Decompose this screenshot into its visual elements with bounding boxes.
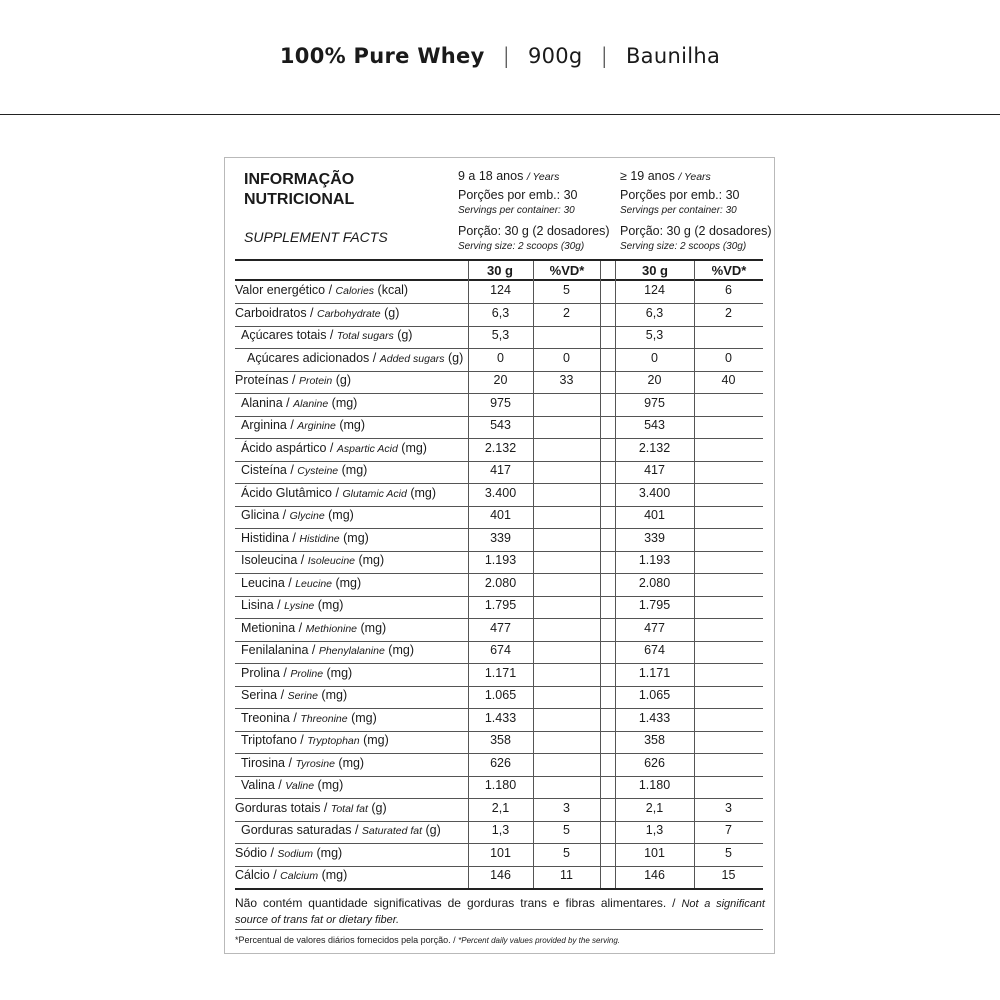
group1-amount-cell: 477 xyxy=(490,620,511,635)
group2-amount-cell: 1.171 xyxy=(638,665,671,680)
group1-vd-cell: 5 xyxy=(563,823,570,837)
nutrient-name-pt: Gorduras saturadas / xyxy=(241,823,359,837)
label-title xyxy=(244,170,354,210)
nutrient-unit: (g) xyxy=(448,350,464,365)
nutrient-name xyxy=(235,801,387,815)
nutrient-unit: (mg) xyxy=(326,665,353,680)
nutrient-name-pt: Ácido Glutâmico / xyxy=(241,485,339,500)
nutrient-name xyxy=(235,306,399,320)
group1-serving-en: Serving size: 2 scoops (30g) xyxy=(458,241,585,252)
nutrient-name-en: Saturated fat xyxy=(361,825,423,837)
group2-vd-cell: 2 xyxy=(725,305,732,320)
table-row xyxy=(235,326,763,348)
footnote-trans-fat xyxy=(235,896,765,928)
group1-amount-cell: 1,3 xyxy=(491,823,510,837)
group2-amount-cell: 146 xyxy=(644,868,665,882)
nutrient-name xyxy=(241,508,354,522)
nutrient-name xyxy=(241,621,386,635)
table-row xyxy=(235,304,763,326)
table-row xyxy=(235,619,763,641)
nutrient-unit: (mg) xyxy=(317,778,344,792)
group1-amount-cell: 417 xyxy=(490,463,511,477)
group2-age-line xyxy=(620,167,776,186)
nutrient-unit: (g) xyxy=(371,800,387,815)
table-row xyxy=(235,596,763,618)
nutrient-unit: (g) xyxy=(397,328,413,342)
nutrient-name xyxy=(241,418,365,432)
title-separator: | xyxy=(600,44,608,68)
product-weight: 900g xyxy=(527,44,583,68)
nutrient-name-en: Arginine xyxy=(297,420,336,432)
nutrient-name xyxy=(241,553,384,567)
group2-amount-cell: 1.795 xyxy=(638,598,671,612)
group1-info xyxy=(458,167,618,254)
group2-amount-cell: 1.433 xyxy=(638,710,671,725)
nutrient-name xyxy=(241,711,377,725)
group1-amount-cell: 358 xyxy=(490,733,511,747)
group1-portions-en: Servings per container: 30 xyxy=(458,205,575,216)
table-row xyxy=(235,866,763,888)
table-row xyxy=(235,799,763,821)
group2-amount-cell: 626 xyxy=(644,755,665,770)
nutrient-name xyxy=(241,778,343,792)
table-row xyxy=(235,731,763,753)
nutrient-unit: (mg) xyxy=(321,688,348,702)
group2-amount-cell: 5,3 xyxy=(645,328,664,342)
nutrient-unit: (mg) xyxy=(363,733,389,747)
group1-amount-cell: 1.193 xyxy=(484,553,517,567)
nutrient-name-pt: Leucina / xyxy=(241,575,292,590)
group1-amount-cell: 975 xyxy=(490,395,511,410)
group1-amount-cell: 2,1 xyxy=(491,800,510,815)
product-name: 100% Pure Whey xyxy=(279,44,485,68)
nutrient-unit: (mg) xyxy=(343,530,369,545)
group1-vd-cell: 3 xyxy=(563,800,570,815)
table-row xyxy=(235,776,763,798)
table-row xyxy=(235,439,763,461)
nutrient-name-pt: Metionina / xyxy=(241,620,303,635)
group1-vd-cell: 33 xyxy=(559,373,574,387)
nutrient-name-pt: Glicina / xyxy=(241,508,287,522)
nutrient-name-pt: Treonina / xyxy=(241,710,297,725)
nutrient-name-pt: Tirosina / xyxy=(241,755,292,770)
nutrient-name-pt: Carboidratos / xyxy=(235,305,314,320)
group2-age-en: / Years xyxy=(678,171,711,183)
nutrient-name xyxy=(241,486,436,500)
group1-vd-cell: 11 xyxy=(560,868,573,882)
group2-amount-cell: 20 xyxy=(647,373,662,387)
group2-info xyxy=(620,167,776,254)
nutrient-name xyxy=(241,756,364,770)
nutrient-unit: (mg) xyxy=(328,508,354,522)
nutrient-name-pt: Ácido aspártico / xyxy=(241,440,334,455)
table-row xyxy=(235,461,763,483)
nutrient-name-en: Leucine xyxy=(295,577,332,590)
group2-amount-cell: 543 xyxy=(644,418,665,432)
group1-amount-cell: 101 xyxy=(490,845,511,860)
table-row xyxy=(235,394,763,416)
nutrient-name-pt: Lisina / xyxy=(241,598,281,612)
nutrient-name-pt: Triptofano / xyxy=(241,733,304,747)
nutrient-unit: (kcal) xyxy=(377,283,409,297)
group2-vd-cell: 6 xyxy=(725,283,732,297)
group2-amount-cell: 358 xyxy=(644,733,665,747)
nutrient-unit: (mg) xyxy=(331,395,358,410)
table-row xyxy=(235,709,763,731)
nutrient-name-en: Cysteine xyxy=(297,465,339,477)
group2-amount-cell: 2.080 xyxy=(638,575,671,590)
nutrient-name-en: Carbohydrate xyxy=(317,307,381,320)
group1-amount-cell: 626 xyxy=(490,755,511,770)
nutrient-unit: (g) xyxy=(384,305,400,320)
group1-amount-cell: 1.171 xyxy=(484,665,517,680)
nutrient-unit: (mg) xyxy=(316,845,343,860)
nutrient-name-pt: Sódio / xyxy=(235,845,274,860)
nutrient-unit: (mg) xyxy=(335,575,362,590)
nutrient-name xyxy=(241,733,389,747)
nutrient-name-en: Aspartic Acid xyxy=(336,442,398,455)
group2-amount-cell: 101 xyxy=(644,845,665,860)
nutrient-name-en: Total fat xyxy=(330,802,368,815)
table-row xyxy=(235,484,763,506)
nutrient-name xyxy=(241,328,412,342)
nutrient-unit: (g) xyxy=(335,373,351,387)
group2-amount-cell: 124 xyxy=(644,283,665,297)
nutrient-unit: (mg) xyxy=(338,755,365,770)
group2-amount-cell: 1.193 xyxy=(638,553,671,567)
group2-vd-cell: 3 xyxy=(725,800,732,815)
page-header xyxy=(0,0,1000,115)
group2-vd-cell: 5 xyxy=(725,845,732,860)
nutrient-name-pt: Gorduras totais / xyxy=(235,800,328,815)
nutrient-name-en: Phenylalanine xyxy=(318,645,385,657)
footnote-en: Not a significant source of trans fat or dietary fiber. xyxy=(235,898,765,926)
table-row xyxy=(235,754,763,776)
group1-amount-cell: 1.795 xyxy=(484,598,517,612)
nutrient-name-en: Calcium xyxy=(280,870,319,882)
nutrient-unit: (mg) xyxy=(339,418,366,432)
footnote2-pt: *Percentual de valores diários fornecidos pela porção. / xyxy=(235,935,456,945)
nutrient-name xyxy=(235,868,347,882)
group1-vd-cell: 2 xyxy=(563,305,570,320)
group1-amount-header: 30 g xyxy=(486,263,513,278)
nutrient-name-pt: Histidina / xyxy=(241,530,296,545)
group1-age: 9 a 18 anos xyxy=(458,169,524,183)
group1-amount-cell: 2.080 xyxy=(484,575,517,590)
group1-amount-cell: 1.433 xyxy=(484,710,517,725)
nutrient-name-pt: Arginina / xyxy=(241,418,294,432)
nutrient-unit: (mg) xyxy=(401,440,427,455)
nutrient-name-en: Isoleucine xyxy=(307,555,355,567)
nutrient-name-en: Proline xyxy=(290,667,324,680)
table-row xyxy=(235,416,763,438)
group2-serving-en: Serving size: 2 scoops (30g) xyxy=(620,241,747,252)
title-separator: | xyxy=(502,44,510,68)
group1-vd-cell: 5 xyxy=(563,283,570,297)
nutrient-name xyxy=(241,576,361,590)
group1-vd-cell: 5 xyxy=(563,845,570,860)
group1-amount-cell: 0 xyxy=(497,350,504,365)
nutrient-name xyxy=(241,531,369,545)
nutrient-name xyxy=(241,688,347,702)
nutrient-name-pt: Açúcares totais / xyxy=(241,328,334,342)
group2-portions: Porções por emb.: 30 xyxy=(620,188,740,202)
nutrient-name-pt: Prolina / xyxy=(241,665,287,680)
nutrition-label xyxy=(224,157,775,954)
table-row xyxy=(235,686,763,708)
nutrient-name-pt: Cálcio / xyxy=(235,868,277,882)
nutrient-unit: (mg) xyxy=(358,553,385,567)
group2-vd-cell: 15 xyxy=(721,868,736,882)
group1-amount-cell: 124 xyxy=(490,283,511,297)
nutrient-name xyxy=(241,666,352,680)
group2-amount-header: 30 g xyxy=(641,263,668,278)
nutrient-name-pt: Açúcares adicionados / xyxy=(247,350,377,365)
group1-amount-cell: 146 xyxy=(490,868,511,882)
group1-amount-cell: 543 xyxy=(490,418,511,432)
group2-amount-cell: 401 xyxy=(644,508,665,522)
nutrient-name xyxy=(235,846,342,860)
group1-amount-cell: 3.400 xyxy=(484,485,517,500)
nutrient-name-en: Lysine xyxy=(284,600,315,612)
nutrient-unit: (mg) xyxy=(410,485,437,500)
group1-amount-cell: 674 xyxy=(490,643,511,657)
group2-amount-cell: 6,3 xyxy=(645,305,664,320)
group2-vd-header: %VD* xyxy=(711,263,747,278)
nutrient-name-en: Alanine xyxy=(293,397,329,410)
group1-vd-cell: 0 xyxy=(563,350,570,365)
top-rule xyxy=(235,259,763,261)
nutrient-name-en: Histidine xyxy=(299,532,340,545)
nutrient-name-pt: Isoleucina / xyxy=(241,553,305,567)
nutrient-name-en: Protein xyxy=(298,375,333,387)
group1-age-en: / Years xyxy=(526,171,560,183)
nutrient-name xyxy=(241,643,414,657)
group2-amount-cell: 3.400 xyxy=(638,485,671,500)
nutrient-name xyxy=(241,463,367,477)
product-title xyxy=(0,44,1000,68)
group2-vd-cell: 40 xyxy=(721,373,736,387)
nutrient-name-pt: Serina / xyxy=(241,688,285,702)
nutrient-unit: (mg) xyxy=(317,598,344,612)
group2-amount-cell: 0 xyxy=(651,350,658,365)
nutrient-unit: (g) xyxy=(425,823,441,837)
nutrient-name xyxy=(241,441,427,455)
label-title-line1: INFORMAÇÃO xyxy=(244,171,355,188)
nutrient-unit: (mg) xyxy=(351,710,377,725)
table-row xyxy=(235,821,763,843)
group1-age-line xyxy=(458,167,618,186)
group1-amount-cell: 6,3 xyxy=(491,305,510,320)
nutrient-name-en: Methionine xyxy=(305,622,358,635)
bottom-rule xyxy=(235,888,763,890)
group2-amount-cell: 339 xyxy=(644,530,665,545)
nutrient-name-en: Tyrosine xyxy=(295,757,335,770)
footnote-daily-values xyxy=(235,935,620,945)
group2-amount-cell: 477 xyxy=(644,620,665,635)
nutrient-unit: (mg) xyxy=(388,643,414,657)
group1-vd-header: %VD* xyxy=(549,263,585,278)
group1-amount-cell: 20 xyxy=(493,373,508,387)
group1-amount-cell: 2.132 xyxy=(484,440,517,455)
nutrient-name xyxy=(241,598,343,612)
group2-amount-cell: 1,3 xyxy=(645,823,664,837)
nutrient-name-pt: Cisteína / xyxy=(241,463,294,477)
table-row xyxy=(235,551,763,573)
nutrient-name-en: Tryptophan xyxy=(307,735,360,747)
nutrient-name xyxy=(235,373,351,387)
table-row xyxy=(235,371,763,393)
nutrient-name-en: Sodium xyxy=(277,847,314,860)
group2-amount-cell: 1.065 xyxy=(638,688,671,702)
nutrient-unit: (mg) xyxy=(360,620,387,635)
table-row xyxy=(235,529,763,551)
table-row xyxy=(235,641,763,663)
table-row xyxy=(235,664,763,686)
nutrient-name-en: Glycine xyxy=(289,510,325,522)
group1-amount-cell: 1.065 xyxy=(484,688,517,702)
group1-portions: Porções por emb.: 30 xyxy=(458,188,578,202)
nutrient-name-en: Valine xyxy=(285,780,315,792)
table-row xyxy=(235,349,763,371)
group1-amount-cell: 401 xyxy=(490,508,511,522)
nutrient-name-pt: Valina / xyxy=(241,778,282,792)
group2-portions-en: Servings per container: 30 xyxy=(620,205,737,216)
group2-amount-cell: 975 xyxy=(644,395,665,410)
nutrient-name xyxy=(247,351,463,365)
label-title-line2: NUTRICIONAL xyxy=(244,191,355,208)
group2-amount-cell: 1.180 xyxy=(638,778,671,792)
nutrient-name-en: Threonine xyxy=(300,712,348,725)
nutrient-name-en: Calories xyxy=(335,285,375,297)
nutrient-name-en: Added sugars xyxy=(379,352,445,365)
nutrient-unit: (mg) xyxy=(321,868,348,882)
nutrient-name xyxy=(235,283,408,297)
footnote-pt: Não contém quantidade significativas de gorduras trans e fibras alimentares. / xyxy=(235,896,676,910)
table-row xyxy=(235,506,763,528)
group2-vd-cell: 7 xyxy=(725,823,732,837)
group1-amount-cell: 5,3 xyxy=(491,328,510,342)
label-subtitle: SUPPLEMENT FACTS xyxy=(244,229,388,245)
table-row xyxy=(235,844,763,866)
nutrient-name-pt: Fenilalanina / xyxy=(241,643,316,657)
group1-amount-cell: 1.180 xyxy=(484,778,517,792)
nutrient-name-en: Serine xyxy=(287,690,318,702)
nutrient-name-pt: Proteínas / xyxy=(235,373,296,387)
group1-serving: Porção: 30 g (2 dosadores) xyxy=(458,224,610,238)
group1-amount-cell: 339 xyxy=(490,530,511,545)
group2-amount-cell: 674 xyxy=(644,643,665,657)
group2-serving: Porção: 30 g (2 dosadores) xyxy=(620,224,772,238)
nutrient-name-en: Glutamic Acid xyxy=(342,487,407,500)
table-row xyxy=(235,574,763,596)
nutrient-name-pt: Alanina / xyxy=(241,395,290,410)
table-row xyxy=(235,281,763,303)
nutrient-name xyxy=(241,823,441,837)
nutrient-name xyxy=(241,396,357,410)
nutrient-name-pt: Valor energético / xyxy=(235,283,333,297)
footnote-rule xyxy=(235,929,763,930)
group2-amount-cell: 417 xyxy=(644,463,665,477)
nutrient-name-en: Total sugars xyxy=(336,330,394,342)
footnote2-en: *Percent daily values provided by the serving. xyxy=(458,936,621,945)
nutrient-unit: (mg) xyxy=(341,463,368,477)
group2-vd-cell: 0 xyxy=(725,350,732,365)
group2-amount-cell: 2,1 xyxy=(645,800,664,815)
group2-amount-cell: 2.132 xyxy=(638,440,671,455)
product-flavor: Baunilha xyxy=(625,44,721,68)
group2-age: ≥ 19 anos xyxy=(620,169,675,183)
